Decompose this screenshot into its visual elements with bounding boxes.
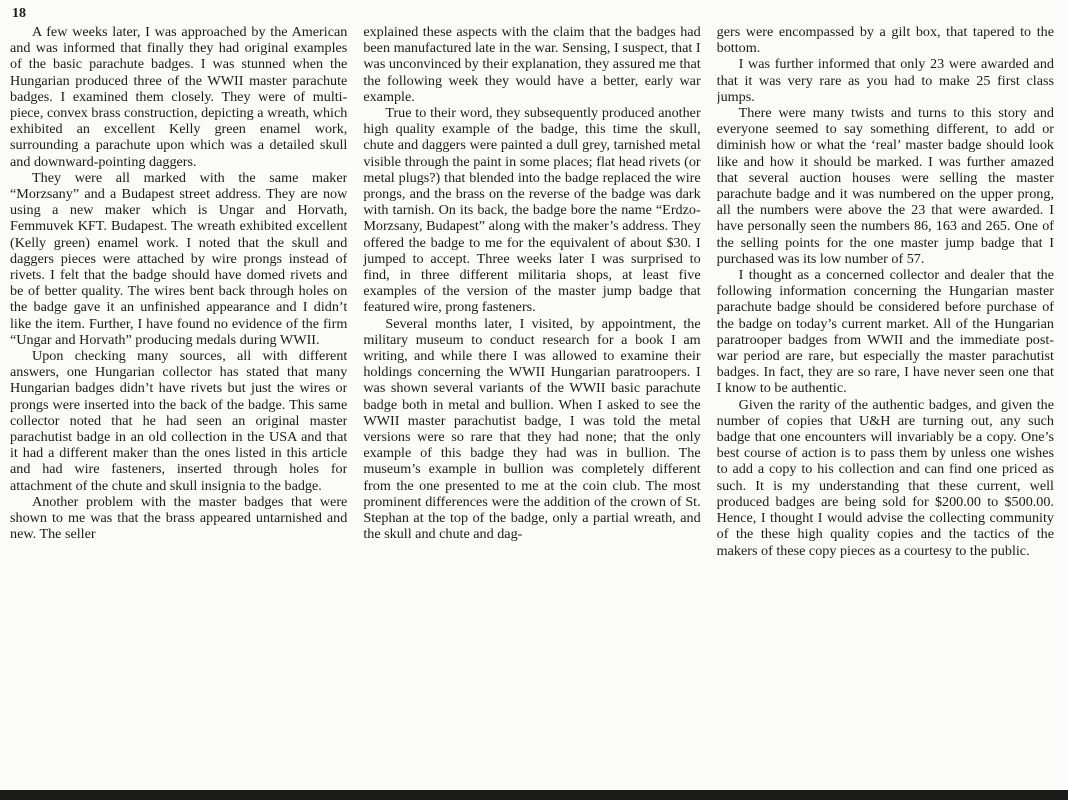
paragraph: They were all marked with the same maker “Morzsany” and a Budapest street address. They are now using a new maker which is Ungar and Horvath, Femmuvek KFT. Budapest. The wreath exhibited excellent (Kelly green) enamel work. I noted that the skull and daggers pieces were attached by wire prongs instead of rivets. I felt that the badge should have domed rivets and be of better quality. The wires bent back through holes on the badge gave it an unfinished appearance and I didn’t like the item. Further, I have found no evidence of the firm “Ungar and Horvath” producing medals during WWII.: [10, 169, 348, 348]
paragraph: There were many twists and turns to this story and everyone seemed to say something different, to add or diminish how or what the ‘real’ master badge should look like and how it should be marked. I was further amazed that several auction houses were selling the master parachute badge and it was numbered on the upper prong, all the numbers were above the 23 that were awarded. I have personally seen the numbers 86, 163 and 265. One of the selling points for the one master jump badge that I purchased was its low number of 57.: [716, 105, 1054, 267]
paragraph: Given the rarity of the authentic badges, and given the number of copies that U&H are turning out, any such badge that one encounters will invariably be a copy. One’s best course of action is to pass them by unless one wishes to add a copy to his collection and can find one priced as such. It is my understanding that these current, well produced badges are being sold for $200.00 to $500.00. Hence, I thought I would advise the collecting community of the these high quality copies and the tactics of the makers of these copy pieces as a courtesy to the public.: [716, 396, 1054, 559]
paragraph: Several months later, I visited, by appointment, the military museum to conduct research for a book I am writing, and while there I was allowed to examine their holdings concerning the WWII Hungarian paratroopers. I was shown several variants of the WWII basic parachute badge both in metal and bullion. When I asked to see the WWII master parachutist badge, I was told the metal versions were so rare that they had none; that the only example of this badge they had was in bullion. The museum’s example in bullion was completely different from the one presented to me at the coin club. The most prominent differences were the addition of the crown of St. Stephan at the top of the badge, only a partial wreath, and the skull and chute and dag-: [363, 315, 701, 543]
page-number: 18: [12, 6, 26, 21]
paragraph: I thought as a concerned collector and dealer that the following information concerning the Hungarian master parachute badge should be considered before purchase of the badge on today’s current market. All of the Hungarian paratrooper badges from WWII and the immediate post-war period are rare, but especially the master parachutist badges. In fact, they are so rare, I have never seen one that I know to be authentic.: [716, 267, 1054, 397]
paragraph: explained these aspects with the claim that the badges had been manufactured late in the war. Sensing, I suspect, that I was unconvinced by their explanation, they assured me that the following week they would have a better, early war example.: [363, 24, 701, 105]
column-3: [717, 24, 1054, 784]
paragraph: True to their word, they subsequently produced another high quality example of the badge, this time the skull, chute and daggers were painted a dull grey, tarnished metal visible through the paint in some places; flat head rivets (or metal plugs?) that blended into the badge replaced the wire prongs, and the brass on the reverse of the badge was dark with tarnish. On its back, the badge bore the name “Erdzo-Morzsany, Budapest” along with the maker’s address. They offered the badge to me for the equivalent of about $30. I jumped to accept. Three weeks later I was surprised to find, in three different militaria shops, at least five examples of the version of the master jump badge that featured wire, prong fasteners.: [363, 105, 701, 316]
paragraph: A few weeks later, I was approached by the American and was informed that finally they had original examples of the basic parachute badges. I was stunned when the Hungarian produced three of the WWII master parachute badges. I examined them closely. They were of multi-piece, convex brass construction, depicting a wreath, which exhibited an excellent Kelly green enamel work, surrounding a parachute upon which was a detailed skull and downward-pointing daggers.: [10, 24, 348, 170]
column-1: [10, 24, 347, 784]
column-2: [363, 24, 700, 784]
paragraph: gers were encompassed by a gilt box, that tapered to the bottom.: [716, 24, 1054, 57]
paragraph: Upon checking many sources, all with different answers, one Hungarian collector has stated that many Hungarian badges didn’t have rivets but just the wires or prongs were inserted into the back of the badge. This same collector noted that he had seen an original master parachutist badge in an old collection in the USA and that it had a different maker than the ones listed in this article and had wire fasteners, inserted through holes for attachment of the chute and skull insignia to the badge.: [10, 348, 348, 494]
paragraph: I was further informed that only 23 were awarded and that it was very rare as you had to make 25 first class jumps.: [716, 56, 1054, 105]
bottom-rule: [0, 790, 1068, 800]
paragraph: Another problem with the master badges that were shown to me was that the brass appeared untarnished and new. The seller: [10, 493, 348, 543]
article-body: [10, 24, 1054, 784]
